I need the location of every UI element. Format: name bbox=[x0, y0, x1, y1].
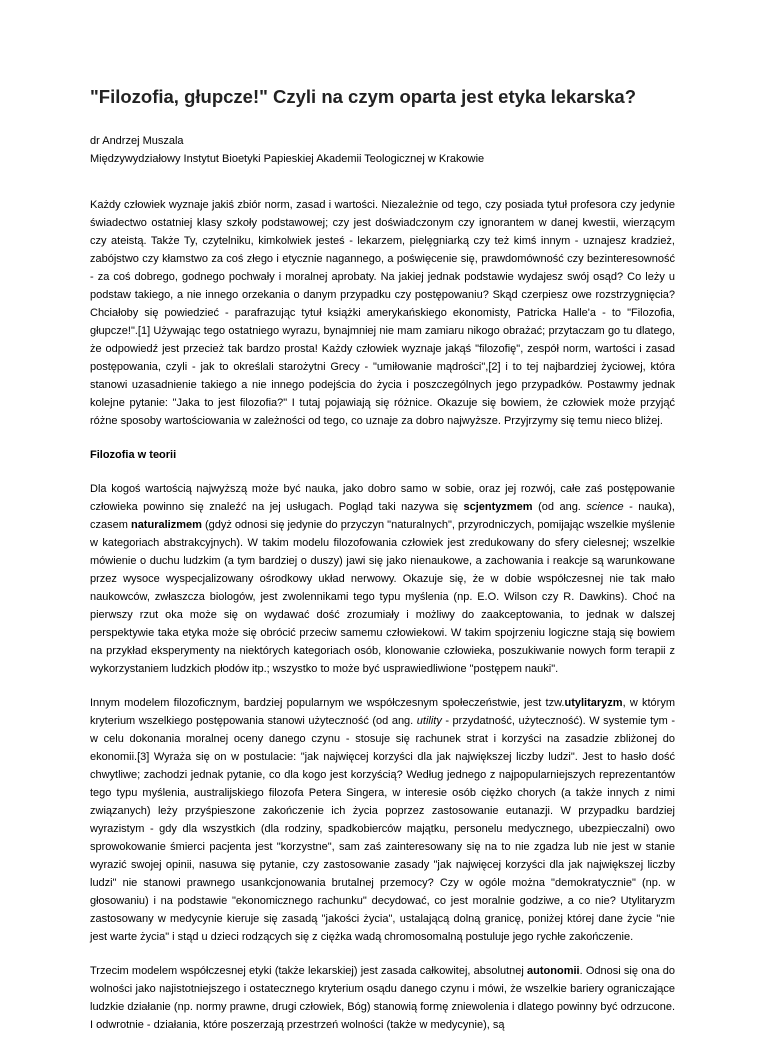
italic-term: utility bbox=[416, 715, 442, 727]
text-run: . Odnosi się ona do wolności jako najistotniejszego i ostatecznego kryterium osądu danego czynu i mówi, że wszelkie bariery ograniczające ludzkie działanie (np. normy prawne, drugi człowiek, Bóg) stanowią formę zniewolenia i dlatego powinny być odrzucone. I odwrotnie - działania, które poszerzają przestrzeń wolności (także w medycynie), są bbox=[90, 965, 675, 1031]
author-affiliation: Międzywydziałowy Instytut Bioetyki Papieskiej Akademii Teologicznej w Krakowie bbox=[90, 153, 485, 165]
author-block bbox=[90, 132, 675, 168]
bold-term: naturalizmem bbox=[130, 519, 202, 531]
italic-term: science bbox=[586, 501, 624, 513]
paragraph-utilitarianism bbox=[90, 694, 675, 946]
text-run: - nauka), czasem bbox=[90, 501, 675, 531]
section-heading: Filozofia w teorii bbox=[90, 449, 177, 461]
text-run: - przydatność, użyteczność). W systemie tym - w celu dokonania moralnej oceny danego czynu - stosuje się rachunek strat i korzyści na zasadzie zbliżonej do ekonomii.[3] Wyraża się on w postulacie: "jak najwięcej korzyści dla jak największej liczby ludzi". Jest to hasło dość chwytliwe; zachodzi jednak pytanie, co dla kogo jest korzyścią? Według jednego z najpopularniejszych reprezentantów tego typu myślenia, australijskiego filozofa Petera Singera, w interesie osób ciężko chorych (a także innych z nimi związanych) leży przyśpieszone zakończenie ich życia poprzez zastosowanie eutanazji. W przypadku bardziej wyrazistym - gdy dla wszystkich (dla rodziny, spadkobierców majątku, personelu medycznego, ubezpieczalni) owo sprowokowanie śmierci pacjenta jest "korzystne", sam zaś zainteresowany się na to nie zgadza lub nie jest w stanie wyrazić swojej opinii, nasuwa się pytanie, czy zastosowanie zasady "jak najwięcej korzyści dla jak największej liczby ludzi" nie stanowi prawnego usankcjonowania brutalnej przemocy? Czy w ogóle można "demokratycznie" (np. w głosowaniu) i na podstawie "ekonomicznego rachunku" decydować, co jest moralnie godziwe, a co nie? Utylitaryzm zastosowany w medycynie kieruje się zasadą "jakości życia", ustalającą dolną granicę, poniżej której dane życie "nie jest warte życia" i stąd u dzieci rodzących się z ciężka wadą chromosomalną postuluje jego rychłe zakończenie. bbox=[90, 715, 675, 943]
text-run: Trzecim modelem współczesnej etyki (także lekarskiej) jest zasada całkowitej, absolutnej bbox=[90, 965, 528, 977]
article-title: "Filozofia, głupcze!" Czyli na czym oparta jest etyka lekarska? bbox=[90, 86, 637, 107]
article bbox=[90, 86, 675, 1050]
bold-term: autonomii bbox=[527, 965, 580, 977]
text-run: (od ang. bbox=[532, 501, 587, 513]
paragraph-scientism bbox=[90, 480, 675, 678]
bold-term: utylitaryzm bbox=[564, 697, 623, 709]
text-run: (gdyż odnosi się jedynie do przyczyn "naturalnych", przyrodniczych, pomijając wszelkie myślenie w kategoriach abstrakcyjnych). W takim modelu filozofowania człowiek jest zredukowany do sfery cielesnej; wszelkie mówienie o duchu ludzkim (a tym bardziej o duszy) jawi się jako nienaukowe, a zachowania i reakcje są warunkowane przez wysoce wyspecjalizowany ośrodkowy układ nerwowy. Okazuje się, że w dobie współczesnej nie tak mało naukowców, zwłaszcza biologów, jest zwolennikami tego typu myślenia (np. E.O. Wilson czy R. Dawkins). Choć na pierwszy rzut oka może się on wydawać dość zrozumiały i możliwy do zaakceptowania, to jednak w dalszej perspektywie taka etyka może się obrócić przeciw samemu człowiekowi. W takim spojrzeniu logiczne stają się bowiem na przykład eksperymenty na niektórych kategoriach osób, klonowanie człowieka, poszukiwanie nowych form terapii z wykorzystaniem ludzkich płodów itp.; wszystko to może być usprawiedliwione "postępem nauki". bbox=[90, 519, 675, 675]
intro-paragraph: Każdy człowiek wyznaje jakiś zbiór norm, zasad i wartości. Niezależnie od tego, czy posiada tytuł profesora czy jedynie świadectwo ostatniej klasy szkoły podstawowej; czy jest doświadczonym czy ignorantem w danej kwestii, wierzącym czy ateistą. Także Ty, czytelniku, kimkolwiek jesteś - lekarzem, pielęgniarką czy też kimś innym - uznajesz kradzież, zabójstwo czy kłamstwo za coś złego i etycznie nagannego, a poświęcenie się, prawdomówność czy bezinteresowność - za coś dobrego, godnego pochwały i moralnej aprobaty. Na jakiej jednak podstawie wydajesz swój osąd? Co leży u podstaw takiego, a nie innego orzekania o danym przypadku czy postępowaniu? Skąd czerpiesz owe rozstrzygnięcia? Chciałoby się powiedzieć - parafrazując tytuł książki amerykańskiego ekonomisty, Patricka Halle'a - to "Filozofia, głupcze!".[1] Używając tego ostatniego wyrazu, bynajmniej nie mam zamiaru nikogo obrażać; przytaczam go tu dlatego, że odpowiedź jest przecież tak bardzo prosta! Każdy człowiek wyznaje jakąś "filozofię", zespół norm, wartości i zasad postępowania, czyli - jak to określali starożytni Grecy - "umiłowanie mądrości",[2] i to tej najbardziej życiowej, która stanowi uzasadnienie takiego a nie innego podejścia do życia i poszczególnych jego przypadków. Postawmy jednak kolejne pytanie: "Jaka to jest filozofia?" I tutaj pojawiają się różnice. Okazuje się bowiem, że człowiek może przyjąć różne sposoby wartościowania w zależności od tego, co uznaje za dobro najwyższe. Przyjrzymy się temu nieco bliżej. bbox=[90, 199, 675, 427]
text-run: , w którym kryterium wszelkiego postępowania stanowi użyteczność (od ang. bbox=[90, 697, 675, 727]
bold-term: scjentyzmem bbox=[463, 501, 533, 513]
text-run: Innym modelem filozoficznym, bardziej popularnym we współczesnym społeczeństwie, jest tzw. bbox=[90, 697, 565, 709]
author-name: dr Andrzej Muszala bbox=[90, 135, 184, 147]
paragraph-autonomy bbox=[90, 962, 675, 1034]
text-run: Dla kogoś wartością najwyższą może być nauka, jako dobro samo w sobie, oraz jej rozwój, całe zaś postępowanie człowieka powinno się znaleźć na jej usługach. Pogląd taki nazywa się bbox=[90, 483, 675, 513]
